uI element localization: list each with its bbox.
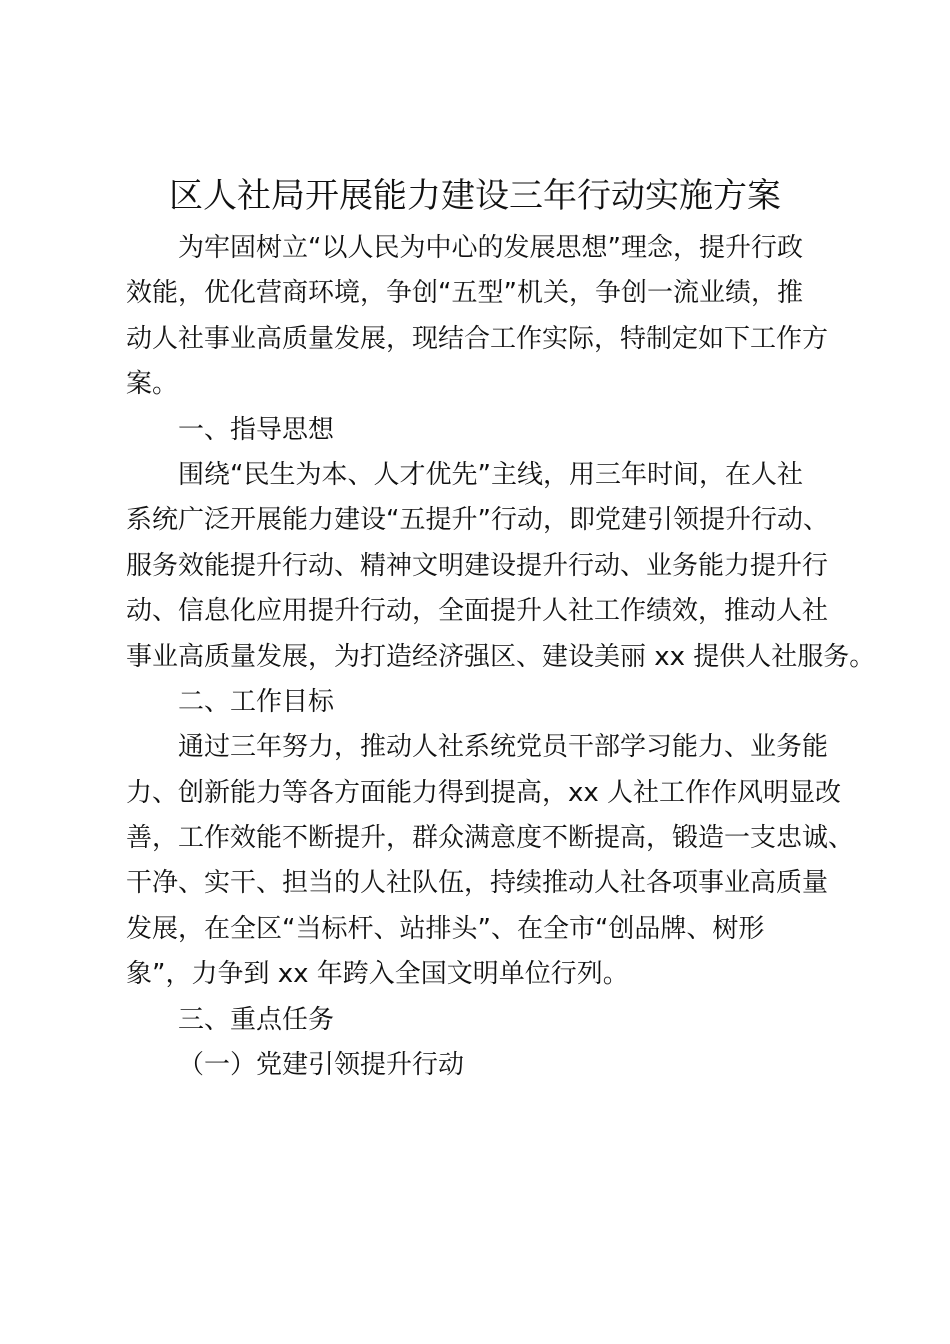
section-heading: 三、重点任务 xyxy=(178,1004,335,1035)
paragraph-line: 善，工作效能不断提升，群众满意度不断提高，锻造一支忠诚、 xyxy=(126,823,855,854)
paragraph-line: 干净、实干、担当的人社队伍，持续推动人社各项事业高质量 xyxy=(126,868,829,899)
paragraph-line: 为牢固树立“以人民为中心的发展思想”理念，提升行政 xyxy=(178,233,803,263)
paragraph-line: 动人社事业高质量发展，现结合工作实际，特制定如下工作方 xyxy=(126,323,829,354)
paragraph-line: 围绕“民生为本、人才优先”主线，用三年时间，在人社 xyxy=(178,459,803,490)
paragraph-line: 发展，在全区“当标杆、站排头”、在全市“创品牌、树形 xyxy=(126,913,765,944)
section-heading: 二、工作目标 xyxy=(178,686,335,717)
document-body xyxy=(126,226,876,1088)
paragraph-line: 案。 xyxy=(126,369,179,400)
paragraph-line: 事业高质量发展，为打造经济强区、建设美丽 xx 提供人社服务。 xyxy=(126,641,876,672)
subsection-heading: （一）党建引领提升行动 xyxy=(178,1050,465,1081)
section-heading: 一、指导思想 xyxy=(178,414,335,445)
paragraph-line: 动、信息化应用提升行动，全面提升人社工作绩效，推动人社 xyxy=(126,596,829,627)
paragraph-line: 服务效能提升行动、精神文明建设提升行动、业务能力提升行 xyxy=(126,550,829,581)
paragraph-line: 力、创新能力等各方面能力得到提高，xx 人社工作作风明显改 xyxy=(126,777,842,808)
document-title: 区人社局开展能力建设三年行动实施方案 xyxy=(169,176,781,216)
paragraph-line: 效能，优化营商环境，争创“五型”机关，争创一流业绩，推 xyxy=(126,278,803,309)
paragraph-line: 象”，力争到 xx 年跨入全国文明单位行列。 xyxy=(126,959,629,990)
paragraph-line: 通过三年努力，推动人社系统党员干部学习能力、业务能 xyxy=(178,732,829,763)
paragraph-line: 系统广泛开展能力建设“五提升”行动，即党建引领提升行动、 xyxy=(126,505,829,536)
